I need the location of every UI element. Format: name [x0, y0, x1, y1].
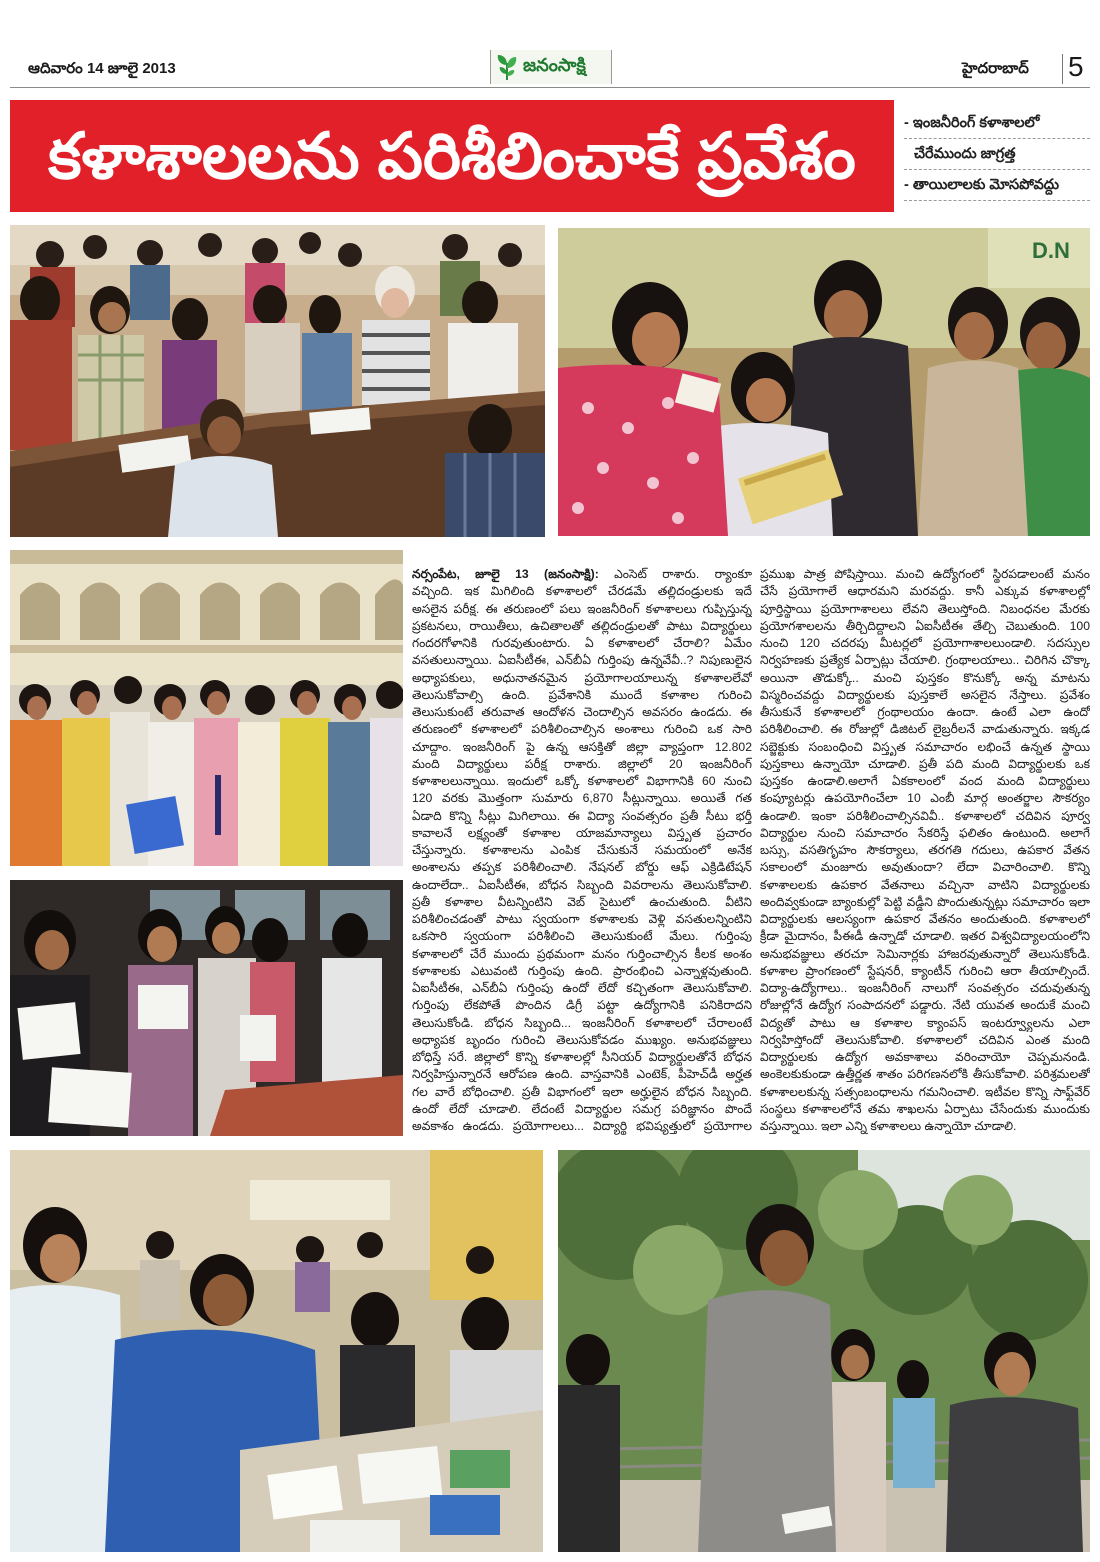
article-line: ఏఐసీటీఈ, ఎన్‌బీఏ గుర్తింపు ఉందో లేదో కచ్చితంగా తెలుసుకోవాలి. [412, 981, 752, 995]
subhead-1: - ఇంజనీరింగ్ కళాశాలలో [904, 108, 1090, 139]
logo-leaf-icon [495, 53, 519, 81]
article-column-2 [760, 566, 1090, 1136]
article-line: సబ్జెక్టుకు సంబంధించి విస్తృత సమాచారం లభించే ఉన్నత స్థాయి [760, 739, 1090, 754]
article-line: వసతులున్నాయి. ఏఐసీటీఈ, ఎన్‌బీఏ గుర్తింపు ఉన్నవేవీ..? నిపుణులైన [412, 653, 752, 668]
article-line: పుస్తకాలు ఉన్నాయో చూడాలి. ప్రతీ పది మంది విద్యార్థులకు ఒక [760, 756, 1090, 771]
subheads [904, 108, 1090, 201]
article-line: సకాలంలో మంజూరు అవుతుందా? లేదా విచారించాలి. కొన్ని [760, 860, 1090, 875]
article-line: కళాశాలకు ఎటువంటి గుర్తింపు ఉంది. ప్రారంభించి ఎన్నాళ్లవుతుంది. [412, 963, 752, 978]
logo-text: జనంసాక్షి [523, 54, 586, 75]
article-line: గందరగోళానికి గురవుతుంటారు. ఏ కళాశాలలో చేరాలి? ఏమేం [412, 636, 752, 650]
article-line: విద్యా-ఉద్యోగాలు.. ఇంజనీరింగ్ నాలుగో సంవత్సరం చదువుతున్న [760, 981, 1090, 995]
article-line: ఒకసారి స్వయంగా పరిశీలించి తెలుసుకుంటే మేలు. గుర్తింపు [412, 929, 752, 944]
article-line: విద్యార్థుల నుంచి సమాచారం సేకరిస్తే ఫలితం ఉంటుంది. అలాగే [760, 825, 1090, 840]
edition-city: హైదరాబాద్ [962, 60, 1029, 77]
masthead-logo[interactable] [490, 50, 612, 84]
subhead-3: - తాయిలాలకు మోసపోవద్దు [904, 170, 1090, 201]
article-line: 120 వరకు మొత్తంగా సుమారు 6,870 సీట్లున్నాయి. అయితే గత [412, 791, 752, 806]
article-line: అసలైన పరీక్ష. ఈ తరుణంలో పలు ఇంజనీరింగ్ కళాశాలలు గుప్పిస్తున్న [412, 601, 752, 616]
article-line: కంప్యూటర్లు ఉపయోగించేలా 10 ఎంబీ మార్గ అంతర్జాల సౌకర్యం [760, 791, 1090, 806]
article-line: తెలుసుకోండి. బోధన సిబ్బంది... ఇంజనీరింగ్ కళాశాలలో చేరాలంటే [412, 1015, 752, 1030]
photo-counter-crowd [10, 225, 545, 537]
article-line: విస్మరించవద్దు విద్యార్థులకు పుస్తకాలే అసలైన నేస్తాలు. ప్రవేశం [760, 687, 1090, 702]
article-line: బోధిస్తే సరే. జిల్లాలో కొన్ని కళాశాలల్లో సీనియర్ విద్యార్థులతోనే బోధన [412, 1050, 752, 1064]
article-dateline: నర్సంపేట, జూలై 13 (జనంసాక్షి): [412, 567, 599, 581]
header-separator [1062, 54, 1063, 84]
article-line: తీసుకునే కళాశాలలో గ్రంథాలయం ఉందా. ఉంటే ఎలా ఉందో [760, 705, 1090, 719]
article-line: తరుణంలో కళాశాలలో పరిశీలించాల్సిన అంశాలు గురించి ఒక సారి [412, 722, 752, 737]
photo-registration-desk-image [10, 1150, 543, 1552]
article-line: కళాశాలలకు ఉపకార వేతనాలు వచ్చినా వాటిని విద్యార్థులకు [760, 877, 1090, 892]
article-first-line-text: ఎంసెట్ రాశారు. ర్యాంకూ [614, 567, 752, 581]
article-line: అంకెలకుకుండా ఉత్తీర్ణత శాతం పరిగణనలోకి తీసుకోవాలి. పరిశ్రమలతో [760, 1067, 1090, 1082]
headline-banner [10, 100, 894, 212]
article-line: నిర్వహిస్తున్నారనే ఆరోపణ ఉంది. వాస్తవానికి ఎంటెక్, పీహెచ్‌డీ అర్హత [412, 1067, 752, 1082]
article-line: ప్రతీ కళాశాల వీటన్నింటిని వెబ్ సైటులో ఉంచుతుంది. వీటిని [412, 894, 752, 909]
article-line: కావాలనే లక్ష్యంతో కళాశాల యాజమాన్యాలు విస్తృత ప్రచారం [412, 825, 752, 840]
photo-registration-desk [10, 1150, 543, 1552]
article-line: విద్యార్థులకు ఆలస్యంగా ఉపకార వేతనం అందుతుంది. కళాశాలలో [760, 912, 1090, 926]
article-line: రోజుల్లోనే ఉద్యోగ సంపాదనలో పడ్డారు. నేటి యువత అందుకే మంచి [760, 998, 1090, 1013]
article-line: వస్తున్నాయి. ఇలా ఎన్ని కళాశాలలు ఉన్నాయో చూడాలి. [760, 1119, 1017, 1133]
article-line: నిర్వహణకు ప్రత్యేక ఏర్పాట్లు చేయాలి. గ్రంథాలయాలు.. చిరిగిన చొక్కా [760, 653, 1090, 668]
article-line: కళాశాలలకున్న సత్సంబంధాలను గమనించాలి. ఇటీవల కొన్ని సాఫ్ట్‌వేర్ [760, 1084, 1090, 1099]
article-line: పరిశీలించడంతో పాటు స్వయంగా కళాశాలకు వెళ్లి వసతులన్నింటిని [412, 912, 752, 926]
photo-students-outdoors-image [558, 1150, 1090, 1552]
photo-students-holding-forms-image [10, 880, 403, 1136]
page-number: 5 [1068, 51, 1084, 82]
article-line: అంశాలను తప్పక పరిశీలించాలి. నేషనల్ బోర్డు ఆఫ్ ఎక్రిడిటేషన్ [412, 860, 752, 875]
article-first-line [412, 566, 752, 583]
article-line: చేస్తున్నారు. కళాశాలను ఎంపిక చేసుకునే సమయంలో అనేక [412, 843, 752, 857]
article-line: విద్యార్థులకు ఉద్యోగ అవకాశాలు వరించాయో చెప్పమనండి. [760, 1050, 1090, 1064]
article-line: సంస్థలు కళాశాలలోనే తమ శాఖలను ఏర్పాటు చేసేందుకు ముందుకు [760, 1101, 1090, 1116]
article-line: ప్రయోగశాలలను తీర్చిదిద్దాలని ఏఐసీటీఈ తేల్చి చెబుతుంది. 100 [760, 618, 1090, 633]
article-line: వచ్చింది. ఇక మిగిలింది కళాశాలలో చేరడమే తల్లిదండ్రులకు ఇదే [412, 584, 752, 599]
article-line: ఉందాలేదా.. ఏఐసీటీఈ, బోధన సిబ్బంది వివరాలను తెలుసుకోవాలి. [412, 877, 752, 892]
article-line: విద్యతో పాటు ఆ కళాశాల క్యాంపస్ ఇంటర్వ్యూలను ఎలా [760, 1015, 1090, 1030]
article-line: అధ్యాపక బృందం గురించి తెలుసుకోవడం ముఖ్యం. అనుభవజ్ఞులు [412, 1032, 752, 1047]
article-line: గుర్తింపు లేకపోతే పొందిన డిగ్రీ పట్టా ఉద్యోగానికి పనికిరాదని [412, 998, 752, 1013]
subhead-2: చేరేముందు జాగ్రత్త [904, 139, 1090, 170]
article-line: అందివ్వకుండా బ్యాంకుల్లో పెట్టి వడ్డీని పొందుతున్నట్లు సమాచారం ఇలా [760, 894, 1090, 909]
article-line: ఉండాలి. ఇంకా పరిశీలించాల్సినవివీ.. కళాశాలలో చదివిన పూర్వ [760, 808, 1090, 823]
photo-girls-reading [558, 228, 1090, 536]
article-line: ఉందో లేదో చూడాలి. లేదంటే విద్యార్థుల సమగ్ర పరిజ్ఞానం పొందే [412, 1101, 752, 1116]
article-line: ఏడాది కొన్ని సీట్లు మిగిలాయి. ఈ విద్యా సంవత్సరం ప్రతీ సీటు భర్తీ [412, 808, 752, 823]
article-line: కళాశాల ప్రాంగణంలో స్టేషనరీ, క్యాంటీన్ గురించి ఆరా తీయాల్సిందే. [760, 963, 1090, 978]
photo-sign-text: D.N [1032, 238, 1070, 263]
article-line: అధ్యాపకులు, అధునాతనమైన ప్రయోగాలయాలున్న కళాశాలలేవో [412, 670, 752, 685]
article-line: ప్రముఖ పాత్ర పోషిస్తాయి. మంచి ఉద్యోగంలో స్థిరపడాలంటే మనం [760, 567, 1090, 581]
article-line: తెలుసుకోవాల్సి ఉంది. ప్రవేశానికి ముందే కళాశాల గురించి [412, 687, 752, 702]
article-line: పరిశీలించాలి. ఈ రోజుల్లో డిజిటల్ లైబ్రరీలనే వాడుతున్నారు. ఇక్కడ [760, 722, 1090, 737]
article-line: కళాశాలలో చేరే ముందు ప్రథమంగా మనం గుర్తించాల్సిన కీలక అంశం [412, 946, 752, 961]
article-line: నిర్వహిస్తోందో తెలుసుకోవాలి. కళాశాలలో చదివిన ఎంత మంది [760, 1032, 1090, 1047]
photo-counter-crowd-image [10, 225, 545, 537]
article-line: కళాశాలలున్నాయి. ఇందులో ఒక్కో కళాశాలలో విభాగానికి 60 నుంచి [412, 774, 752, 788]
photo-students-holding-forms [10, 880, 403, 1136]
article-column-1 [412, 566, 752, 1136]
photo-students-outdoors [558, 1150, 1090, 1552]
photo-campus-queue [10, 550, 403, 866]
article-line: చేసే ప్రయోగాలే ఆధారమని మరవద్దు. కానీ ఎక్కువ కళాశాలల్లో [760, 584, 1090, 599]
article-line: ప్రకటనలు, రాయితీలు, ఉచితాలతో తల్లిదండ్రులతో పాటు విద్యార్థులు [412, 618, 752, 633]
article-line: క్రీడా మైదానం, పీఈడీ ఉన్నాడో చూడాలి. ఇతర విశ్వవిద్యాలయంలోని [760, 929, 1090, 944]
article-line: తెలుసుకుంటే తరువాత ఆందోళన చెందాల్సిన అవసరం ఉండదు. ఈ [412, 705, 752, 719]
article-line: పుస్తకం ఉండాలి.అలాగే ఏకకాలంలో వంద మంది విద్యార్థులు [760, 774, 1090, 788]
photo-girls-reading-image [558, 228, 1090, 536]
photo-campus-queue-image [10, 550, 403, 866]
article-line: అయినా తొడుక్కో.. మంచి పుస్తకం కొనుక్కో అన్న మాటను [760, 670, 1090, 685]
article-line: నుంచి 120 చదరపు మీటర్లలో ప్రయోగాశాలలుండాలి. సదస్సుల [760, 636, 1090, 650]
article-line: బస్సు, వసతిగృహం సౌకర్యాలు, తరగతి గదులు, ఉపకార వేతన [760, 843, 1090, 857]
article-line: అనుభవజ్ఞులు తరచూ సెమినార్లకు హాజరవుతున్నారో తెలుసుకోండి. [760, 946, 1090, 961]
article-line: గల వారే బోధించాలి. ప్రతీ విభాగంలో ఇలా అర్హులైన బోధన సిబ్బంది. [412, 1084, 752, 1099]
header-rule [10, 87, 1090, 88]
article-line: అవకాశం ఉండదు. ప్రయోగాలలు... విద్యార్థి భవిష్యత్తులో ప్రయోగాల [412, 1119, 752, 1133]
article-line: మంది విద్యార్థులు పరీక్ష రాశారు. జిల్లాలో 20 ఇంజనీరింగ్ [412, 756, 752, 771]
headline-title: కళాశాలలను పరిశీలించాకే ప్రవేశం [48, 120, 856, 192]
article-line: పూర్తిస్థాయి ప్రయోగాశాలలు లేవని తెలుస్తోంది. నిబంధనల మేరకు [760, 601, 1090, 616]
article-line: చూద్దాం. ఇంజనీరింగ్ పై ఉన్న ఆసక్తితో జిల్లా వ్యాప్తంగా 12.802 [412, 739, 752, 754]
issue-date: ఆదివారం 14 జూలై 2013 [28, 60, 176, 77]
